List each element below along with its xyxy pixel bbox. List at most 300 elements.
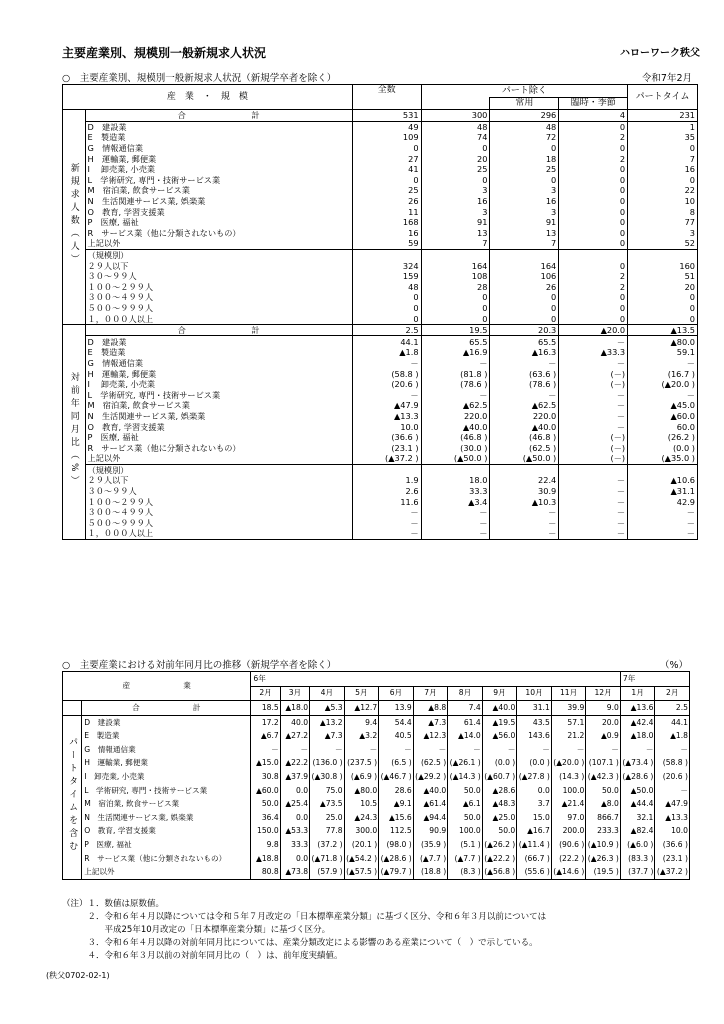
table-new-openings <box>62 84 698 540</box>
count-scale-value: 108 <box>421 271 490 282</box>
change-scale-value: － <box>352 507 421 518</box>
trend-month-header: 3月 <box>280 686 309 701</box>
change-row-label: I 卸売業, 小売業 <box>87 379 156 390</box>
trend-row-value: ▲28.6 <box>482 784 517 798</box>
change-scale-value: 30.9 <box>490 486 559 497</box>
trend-row-value: 0.0 <box>280 852 309 866</box>
change-row-value: (26.2 ) <box>628 432 698 443</box>
trend-row-value: ▲53.3 <box>280 825 309 839</box>
change-scale-value: ▲31.1 <box>628 486 698 497</box>
count-row-value: 2 <box>559 132 628 143</box>
trend-row-value: ▲22.2 <box>280 757 309 771</box>
count-row-value: 48 <box>490 121 559 132</box>
change-scale-label: ５００～９９９人 <box>87 517 154 528</box>
change-scale-blank <box>490 464 559 475</box>
count-scale-value: 48 <box>352 282 421 293</box>
trend-row-label: G 情報通信業 <box>84 744 136 754</box>
trend-month-header: 9月 <box>482 686 517 701</box>
trend-row-value: (58.8 ) <box>655 757 690 771</box>
trend-row-value: ▲60.0 <box>251 784 280 798</box>
count-row-value: 18 <box>490 153 559 164</box>
count-scale-value: 0 <box>559 292 628 303</box>
change-row-value: － <box>352 389 421 400</box>
trend-row-value: (8.3 ) <box>448 865 483 879</box>
trend-total-value: ▲5.3 <box>310 701 345 716</box>
change-row-value: (81.8 ) <box>421 368 490 379</box>
count-row-value: 7 <box>421 238 490 249</box>
count-row-value: 3 <box>421 206 490 217</box>
trend-row-value: ▲6.7 <box>251 729 280 743</box>
count-scale-value: 164 <box>421 260 490 271</box>
trend-row-value: (▲6.0 ) <box>620 838 655 852</box>
trend-row-value: 50.0 <box>448 811 483 825</box>
header-category: 産 業 ・ 規 模 <box>166 92 248 102</box>
trend-row-value: 866.7 <box>586 811 621 825</box>
trend-month-header: 4月 <box>310 686 345 701</box>
trend-total-value: 7.4 <box>448 701 483 716</box>
side-text-count: 新規求人数（人） <box>68 163 79 268</box>
count-scale-value: 0 <box>352 303 421 314</box>
count-row-value: 49 <box>352 121 421 132</box>
trend-month-header: 2月 <box>655 686 690 701</box>
change-row-value: (▲50.0 ) <box>421 453 490 464</box>
trend-row-value: ▲61.4 <box>413 797 448 811</box>
change-total-value: ▲13.5 <box>628 324 698 336</box>
change-scale-value: － <box>490 507 559 518</box>
count-scale-value: 160 <box>628 260 698 271</box>
change-row-value: 60.0 <box>628 421 698 432</box>
header-excl-pt: パート除く <box>421 85 628 98</box>
change-row-value: － <box>559 421 628 432</box>
change-scale-value: － <box>559 486 628 497</box>
side-text-change: 対前年同月比（%） <box>68 372 79 489</box>
count-row-value: 91 <box>421 217 490 228</box>
count-row-value: 48 <box>421 121 490 132</box>
trend-row-value: ▲7.3 <box>413 715 448 729</box>
trend-total-value: 2.5 <box>655 701 690 716</box>
trend-total-value: 9.0 <box>586 701 621 716</box>
trend-row-value: (▲26.2 ) <box>482 838 517 852</box>
change-row-value: － <box>628 389 698 400</box>
trend-row-value: 112.5 <box>379 825 414 839</box>
change-total-label: 合 計 <box>85 324 352 336</box>
count-scale-value: 0 <box>421 303 490 314</box>
count-scale-value: 0 <box>421 292 490 303</box>
trend-row-value: (▲54.2 ) <box>344 852 379 866</box>
section2-unit: （%） <box>659 660 688 671</box>
count-scale-value: 0 <box>421 313 490 324</box>
trend-row-value: － <box>344 743 379 757</box>
trend-row-value: (▲26.3 ) <box>586 852 621 866</box>
trend-month-header: 11月 <box>551 686 586 701</box>
trend-row-value: ▲13.3 <box>655 811 690 825</box>
trend-total-value: 13.9 <box>379 701 414 716</box>
trend-row-value: － <box>251 743 280 757</box>
trend-row-value: － <box>280 743 309 757</box>
change-scale-value: ▲3.4 <box>421 496 490 507</box>
trend-total-value: ▲13.6 <box>620 701 655 716</box>
section1-date: 令和7年2月 <box>641 73 692 84</box>
count-row-value: 16 <box>421 196 490 207</box>
trend-total-label: 合 計 <box>82 701 251 716</box>
change-row-label: G 情報通信業 <box>87 357 144 368</box>
trend-year1: 6年 <box>251 672 621 687</box>
change-row-value: － <box>559 400 628 411</box>
trend-row-value: 9.4 <box>344 715 379 729</box>
change-row-value: ▲40.0 <box>490 421 559 432</box>
trend-row-value: ▲21.4 <box>551 797 586 811</box>
trend-row-value: (▲10.9 ) <box>586 838 621 852</box>
count-total-value: 531 <box>352 110 421 122</box>
trend-row-value: ▲18.8 <box>251 852 280 866</box>
trend-row-value: (237.5 ) <box>344 757 379 771</box>
trend-row-value: (37.2 ) <box>310 838 345 852</box>
count-scale-label: ５００～９９９人 <box>87 302 154 313</box>
trend-row-value: (90.6 ) <box>551 838 586 852</box>
trend-row-value: 143.6 <box>517 729 552 743</box>
trend-row-value: 80.8 <box>251 865 280 879</box>
trend-row-value: (▲6.9 ) <box>344 770 379 784</box>
trend-row-value: 0.0 <box>280 784 309 798</box>
change-scale-blank <box>421 464 490 475</box>
change-row-value: (78.6 ) <box>490 379 559 390</box>
note-line: ２．令和６年４月以降については令和５年７月改定の「日本標準産業分類」に基づく区分、令和６年３月以前については <box>62 912 547 922</box>
trend-row-value: (107.1 ) <box>586 757 621 771</box>
count-scale-value: 0 <box>559 313 628 324</box>
count-row-label: M 宿泊業, 飲食サービス業 <box>87 185 190 196</box>
trend-row-value: ▲16.7 <box>517 825 552 839</box>
trend-row-value: ▲8.0 <box>586 797 621 811</box>
trend-row-value: 77.8 <box>310 825 345 839</box>
count-row-label: N 生活関連サービス業, 娯楽業 <box>87 196 206 207</box>
count-row-value: 22 <box>628 185 698 196</box>
change-row-value: ▲16.3 <box>490 347 559 358</box>
count-scale-blank <box>559 249 628 260</box>
trend-row-value: 20.0 <box>586 715 621 729</box>
trend-total-value: 31.1 <box>517 701 552 716</box>
notes <box>62 898 546 963</box>
trend-row-value: 50.0 <box>251 797 280 811</box>
trend-row-value: (14.3 ) <box>551 770 586 784</box>
count-scale-value: 0 <box>490 303 559 314</box>
trend-row-value: (36.6 ) <box>655 838 690 852</box>
change-row-value: (▲50.0 ) <box>490 453 559 464</box>
change-row-value: － <box>559 411 628 422</box>
trend-row-value: 3.7 <box>517 797 552 811</box>
trend-row-value: ▲50.0 <box>620 784 655 798</box>
trend-row-value: ▲42.4 <box>620 715 655 729</box>
trend-row-value: (55.6 ) <box>517 865 552 879</box>
count-scale-blank <box>490 249 559 260</box>
count-scale-heading: （規模別） <box>85 249 352 260</box>
count-row-value: 20 <box>421 153 490 164</box>
trend-row-value: ▲56.0 <box>482 729 517 743</box>
count-row-value: 3 <box>490 185 559 196</box>
change-row-value: (63.6 ) <box>490 368 559 379</box>
change-row-value: ▲80.0 <box>628 336 698 347</box>
trend-row-value: 150.0 <box>251 825 280 839</box>
count-row-label: O 教育, 学習支援業 <box>87 206 165 217</box>
change-scale-value: － <box>559 496 628 507</box>
office-name: ハローワーク秩父 <box>620 48 700 59</box>
trend-row-value: ▲24.3 <box>344 811 379 825</box>
change-scale-value: － <box>421 518 490 529</box>
trend-row-value: 50.0 <box>448 784 483 798</box>
trend-month-header: 1月 <box>620 686 655 701</box>
trend-row-value: (▲14.3 ) <box>448 770 483 784</box>
change-scale-label: １，０００人以上 <box>87 528 154 539</box>
trend-row-value: 50.0 <box>586 784 621 798</box>
trend-row-label: M 宿泊業, 飲食サービス業 <box>84 799 180 809</box>
header-total: 全数 <box>352 85 421 110</box>
header-temp: 臨時・季節 <box>559 97 628 110</box>
trend-month-header: 6月 <box>379 686 414 701</box>
trend-row-value: (▲27.8 ) <box>517 770 552 784</box>
count-scale-value: 0 <box>559 303 628 314</box>
trend-row-label: D 建設業 <box>82 715 251 729</box>
count-scale-value: 0 <box>559 260 628 271</box>
count-row-value: 2 <box>559 153 628 164</box>
change-row-value: (23.1 ) <box>352 442 421 453</box>
trend-month-header: 8月 <box>448 686 483 701</box>
count-row-value: 7 <box>490 238 559 249</box>
count-scale-value: 51 <box>628 271 698 282</box>
change-row-value: ▲45.0 <box>628 400 698 411</box>
change-row-value: － <box>490 358 559 369</box>
change-scale-label: ３０～９９人 <box>87 486 137 497</box>
count-scale-value: 28 <box>421 282 490 293</box>
trend-row-value: (57.9 ) <box>310 865 345 879</box>
trend-industry-header: 産 業 <box>122 681 191 691</box>
trend-row-value: (▲20.0 ) <box>551 757 586 771</box>
change-row-value: ▲47.9 <box>352 400 421 411</box>
change-scale-value: － <box>352 518 421 529</box>
count-scale-value: 2 <box>559 282 628 293</box>
trend-total-value: ▲40.0 <box>482 701 517 716</box>
count-total-value: 4 <box>559 110 628 122</box>
change-row-value: 10.0 <box>352 421 421 432</box>
change-row-value: (－) <box>559 379 628 390</box>
trend-row-value: 233.3 <box>586 825 621 839</box>
trend-row-value: (▲22.2 ) <box>482 852 517 866</box>
trend-row-value: 21.2 <box>551 729 586 743</box>
trend-row-value: (37.7 ) <box>620 865 655 879</box>
trend-month-header: 2月 <box>251 686 280 701</box>
trend-month-header: 10月 <box>517 686 552 701</box>
change-total-value: ▲20.0 <box>559 324 628 336</box>
count-row-value: 41 <box>352 164 421 175</box>
trend-row-value: ▲47.9 <box>655 797 690 811</box>
trend-month-header: 5月 <box>344 686 379 701</box>
trend-row-value: (▲73.4 ) <box>620 757 655 771</box>
change-scale-blank <box>559 464 628 475</box>
change-row-label: R サービス業（他に分類されないもの） <box>87 442 241 453</box>
trend-side-text: パートタイムを含む <box>67 736 78 854</box>
trend-row-value: 100.0 <box>448 825 483 839</box>
change-row-value: － <box>628 358 698 369</box>
count-scale-value: 0 <box>490 292 559 303</box>
trend-row-value: ▲25.4 <box>280 797 309 811</box>
count-row-value: 10 <box>628 196 698 207</box>
count-scale-blank <box>421 249 490 260</box>
trend-row-label: N 生活関連サービス業, 娯楽業 <box>84 812 194 822</box>
trend-row-value: － <box>517 743 552 757</box>
trend-month-header: 12月 <box>586 686 621 701</box>
trend-row-value: (6.5 ) <box>379 757 414 771</box>
change-scale-value: － <box>628 518 698 529</box>
trend-row-value: － <box>482 743 517 757</box>
trend-row-value: － <box>655 743 690 757</box>
note-line: （注）１．数値は原数値。 <box>62 899 165 909</box>
trend-row-value: － <box>379 743 414 757</box>
header-blank <box>421 97 490 110</box>
trend-row-value: (35.9 ) <box>413 838 448 852</box>
trend-row-value: 9.8 <box>251 838 280 852</box>
count-row-value: 0 <box>559 217 628 228</box>
count-row-value: 3 <box>490 206 559 217</box>
count-row-value: 77 <box>628 217 698 228</box>
change-scale-heading: （規模別） <box>85 464 352 475</box>
trend-row-value: ▲37.9 <box>280 770 309 784</box>
count-row-label: L 学術研究, 専門・技術サービス業 <box>87 174 221 185</box>
count-row-value: 11 <box>352 206 421 217</box>
count-row-label: 上記以外 <box>87 238 121 249</box>
trend-row-value: － <box>413 743 448 757</box>
count-scale-value: 0 <box>628 292 698 303</box>
change-scale-value: － <box>490 528 559 539</box>
trend-row-value: 100.0 <box>551 784 586 798</box>
trend-row-value: 40.0 <box>280 715 309 729</box>
change-row-value: (30.0 ) <box>421 442 490 453</box>
note-line: ４．令和６年３月以前の対前年同月比の（ ）は、前年度実績値。 <box>62 951 343 961</box>
trend-row-value: (18.8 ) <box>413 865 448 879</box>
trend-row-value: (▲30.8 ) <box>310 770 345 784</box>
count-row-value: 0 <box>628 175 698 186</box>
trend-row-value: ▲3.2 <box>344 729 379 743</box>
count-row-value: 168 <box>352 217 421 228</box>
trend-row-value: (▲11.4 ) <box>517 838 552 852</box>
trend-row-value: ▲15.0 <box>251 757 280 771</box>
trend-row-value: (136.0 ) <box>310 757 345 771</box>
change-scale-value: 11.6 <box>352 496 421 507</box>
change-scale-value: － <box>421 507 490 518</box>
change-row-value: ▲33.3 <box>559 347 628 358</box>
change-row-value: ▲16.9 <box>421 347 490 358</box>
trend-row-value: (0.0 ) <box>517 757 552 771</box>
trend-row-value: (20.6 ) <box>655 770 690 784</box>
trend-row-value: (▲28.6 ) <box>620 770 655 784</box>
trend-row-value: ▲0.9 <box>586 729 621 743</box>
count-row-label: H 運輸業, 郵便業 <box>87 153 157 164</box>
count-scale-blank <box>352 249 421 260</box>
trend-month-header: 7月 <box>413 686 448 701</box>
count-total-label: 合 計 <box>85 110 352 122</box>
trend-row-value: 25.0 <box>310 811 345 825</box>
trend-total-value: 18.5 <box>251 701 280 716</box>
trend-row-value: ▲18.0 <box>620 729 655 743</box>
change-row-value: (46.8 ) <box>421 432 490 443</box>
trend-row-value: － <box>586 743 621 757</box>
count-row-value: 0 <box>628 143 698 154</box>
trend-row-value: 57.1 <box>551 715 586 729</box>
trend-row-value: － <box>551 743 586 757</box>
count-row-value: 3 <box>421 185 490 196</box>
section2-title: ○ 主要産業における対前年同月比の推移（新規学卒者を除く） <box>62 660 337 671</box>
trend-total-value: ▲12.7 <box>344 701 379 716</box>
count-scale-value: 106 <box>490 271 559 282</box>
trend-row-value: 50.0 <box>482 825 517 839</box>
count-row-value: 13 <box>490 228 559 239</box>
trend-row-value: (▲57.5 ) <box>344 865 379 879</box>
change-scale-value: 2.6 <box>352 486 421 497</box>
change-scale-label: ２９人以下 <box>87 475 129 486</box>
count-total-value: 231 <box>628 110 698 122</box>
count-scale-value: 164 <box>490 260 559 271</box>
side-label-count <box>63 110 86 325</box>
trend-row-value: (5.1 ) <box>448 838 483 852</box>
count-scale-value: 0 <box>490 313 559 324</box>
note-line: 平成25年10月改定の「日本標準産業分類」に基づく区分。 <box>62 925 331 935</box>
header-regular: 常用 <box>490 97 559 110</box>
change-total-value: 19.5 <box>421 324 490 336</box>
count-row-label: D 建設業 <box>85 121 352 132</box>
trend-row-value: 75.0 <box>310 784 345 798</box>
change-scale-label: ３００～４９９人 <box>87 507 154 518</box>
change-row-value: (▲20.0 ) <box>628 379 698 390</box>
trend-row-value: 97.0 <box>551 811 586 825</box>
trend-row-value: (98.0 ) <box>379 838 414 852</box>
change-row-label: 上記以外 <box>87 453 121 464</box>
count-scale-label: ２９人以下 <box>87 260 129 271</box>
change-scale-value: － <box>559 528 628 539</box>
trend-row-value: 0.0 <box>280 811 309 825</box>
trend-row-value: 15.0 <box>517 811 552 825</box>
count-row-value: 25 <box>490 164 559 175</box>
count-row-value: 25 <box>352 185 421 196</box>
count-row-label: E 製造業 <box>87 132 126 143</box>
trend-row-value: (▲7.7 ) <box>448 852 483 866</box>
count-row-value: 0 <box>352 143 421 154</box>
trend-row-value: (0.0 ) <box>482 757 517 771</box>
change-scale-value: － <box>628 507 698 518</box>
count-row-value: 13 <box>421 228 490 239</box>
count-row-value: 26 <box>352 196 421 207</box>
trend-row-value: (▲37.2 ) <box>655 865 690 879</box>
count-row-value: 7 <box>628 153 698 164</box>
change-row-value: － <box>352 358 421 369</box>
change-row-value: (▲37.2 ) <box>352 453 421 464</box>
change-row-value: － <box>421 358 490 369</box>
trend-row-label: E 製造業 <box>84 731 120 741</box>
side-label-change <box>63 324 86 539</box>
trend-row-value: ▲1.8 <box>655 729 690 743</box>
trend-row-value: (▲28.6 ) <box>379 852 414 866</box>
trend-row-value: 10.0 <box>655 825 690 839</box>
count-row-value: 16 <box>490 196 559 207</box>
count-row-value: 109 <box>352 132 421 143</box>
change-row-value: (－) <box>559 432 628 443</box>
trend-row-value: － <box>448 743 483 757</box>
count-row-label: P 医療, 福祉 <box>87 217 139 228</box>
count-row-value: 27 <box>352 153 421 164</box>
change-scale-value: 42.9 <box>628 496 698 507</box>
change-row-value: 59.1 <box>628 347 698 358</box>
trend-row-value: 200.0 <box>551 825 586 839</box>
trend-row-value: ▲19.5 <box>482 715 517 729</box>
trend-row-value: ▲40.0 <box>413 784 448 798</box>
change-row-label: D 建設業 <box>85 336 352 347</box>
count-row-value: 0 <box>490 175 559 186</box>
